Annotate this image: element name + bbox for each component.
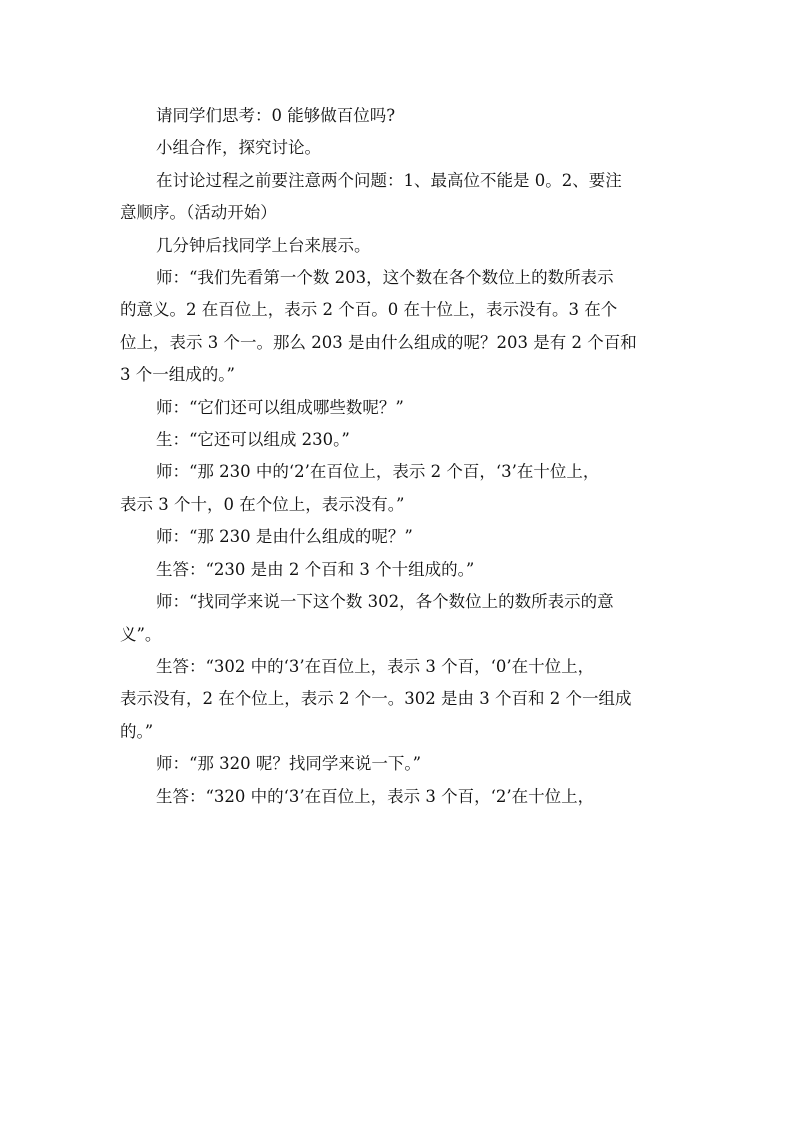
text-line: 师：“那 230 中的‘2’在百位上，表示 2 个百，‘3’在十位上， — [156, 462, 600, 482]
text-line: 位上，表示 3 个一。那么 203 是由什么组成的呢？203 是有 2 个百和 — [120, 332, 637, 352]
paragraph — [120, 586, 680, 651]
text-line: 生答：“230 是由 2 个百和 3 个十组成的。” — [156, 559, 475, 579]
paragraph — [120, 521, 680, 553]
text-line: 表示没有，2 在个位上，表示 2 个一。302 是由 3 个百和 2 个一组成 — [120, 689, 632, 709]
paragraph — [120, 456, 680, 521]
text-line: 表示 3 个十，0 在个位上，表示没有。” — [120, 494, 405, 514]
text-line: 小组合作，探究讨论。 — [156, 138, 321, 158]
text-line: 师：“那 320 呢？找同学来说一下。” — [156, 754, 422, 774]
text-line: 生：“它还可以组成 230。” — [156, 430, 350, 450]
paragraph — [120, 230, 680, 262]
paragraph — [120, 262, 680, 392]
paragraph — [120, 781, 680, 813]
paragraph — [120, 651, 680, 748]
paragraph — [120, 424, 680, 456]
text-line: 在讨论过程之前要注意两个问题：1、最高位不能是 0。2、要注 — [156, 170, 622, 190]
paragraph — [120, 100, 680, 132]
text-line: 生答：“302 中的‘3’在百位上，表示 3 个百，‘0’在十位上， — [156, 656, 595, 676]
text-line: 义”。 — [120, 624, 162, 644]
paragraph — [120, 748, 680, 780]
paragraph — [120, 165, 680, 230]
text-line: 的。” — [120, 721, 154, 741]
text-line: 的意义。2 在百位上，表示 2 个百。0 在十位上，表示没有。3 在个 — [120, 300, 618, 320]
text-line: 意顺序。（活动开始） — [120, 203, 277, 223]
text-line: 师：“它们还可以组成哪些数呢？” — [156, 397, 404, 417]
text-line: 师：“我们先看第一个数 203，这个数在各个数位上的数所表示 — [156, 268, 614, 288]
text-line: 生答：“320 中的‘3’在百位上，表示 3 个百，‘2’在十位上， — [156, 786, 595, 806]
text-line: 师：“那 230 是由什么组成的呢？” — [156, 527, 413, 547]
text-line: 请同学们思考：0 能够做百位吗? — [156, 106, 396, 125]
text-line: 几分钟后找同学上台来展示。 — [156, 235, 371, 255]
paragraph — [120, 392, 680, 424]
document-body — [120, 100, 680, 813]
paragraph — [120, 554, 680, 586]
paragraph — [120, 132, 680, 164]
text-line: 3 个一组成的。” — [120, 365, 235, 385]
text-line: 师：“找同学来说一下这个数 302，各个数位上的数所表示的意 — [156, 592, 614, 612]
